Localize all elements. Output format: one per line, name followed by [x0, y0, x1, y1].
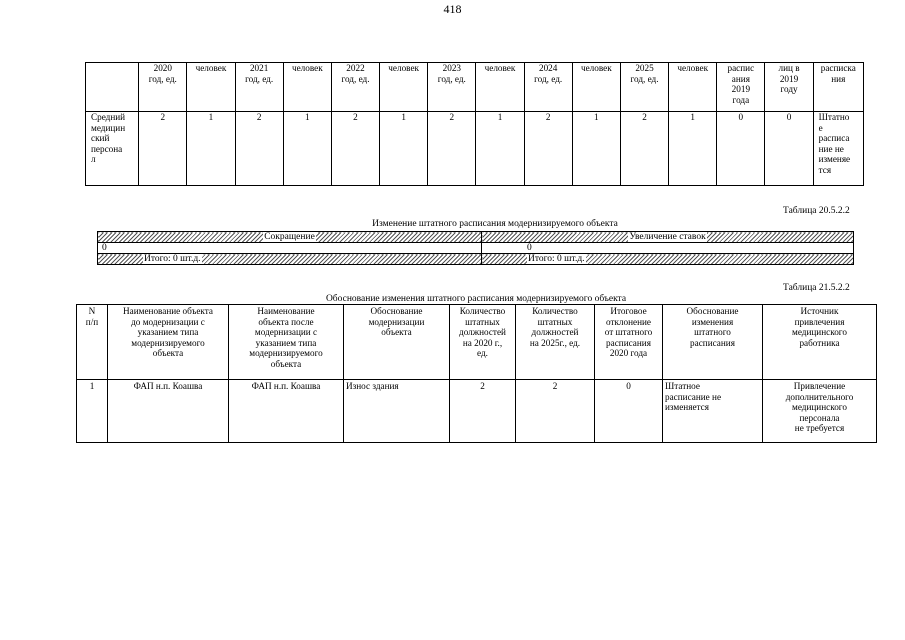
row-number: 1 [77, 380, 108, 443]
column-header: человек [476, 63, 524, 112]
column-header: Итоговое отклонение от штатного расписания 2020 года [595, 305, 663, 380]
column-header: человек [283, 63, 331, 112]
column-header: Обоснование модернизации объекта [344, 305, 450, 380]
column-header: N п/п [77, 305, 108, 380]
staffing-justification-table [76, 304, 877, 443]
count-2025: 2 [516, 380, 595, 443]
table-caption-number: Таблица 20.5.2.2 [783, 206, 850, 216]
table-cell: 0 [717, 112, 765, 186]
column-header: Наименование объекта до модернизации с указанием типа модернизируемого объекта [108, 305, 229, 380]
table-row [86, 112, 864, 186]
table-header-row [77, 305, 877, 380]
increase-header: Увеличение ставок [482, 232, 854, 243]
column-header: распиcка ния [813, 63, 863, 112]
table-title: Обоснование изменения штатного расписания модернизируемого объекта [325, 294, 627, 304]
table-cell: Штатно е расписа ние не изменяе тся [813, 112, 863, 186]
table-cell: 1 [572, 112, 620, 186]
column-header [86, 63, 139, 112]
table-cell: 0 [765, 112, 813, 186]
table-row [77, 380, 877, 443]
column-header: 2023 год, ед. [428, 63, 476, 112]
reduction-total: Итого: 0 шт.д. [98, 254, 482, 265]
table-cell: 1 [380, 112, 428, 186]
column-header: 2020 год, ед. [139, 63, 187, 112]
table-cell: 2 [428, 112, 476, 186]
table-total-row [98, 254, 854, 265]
staff-source: Привлечение дополнительного медицинского персонала не требуется [763, 380, 877, 443]
reduction-header: Сокращение [98, 232, 482, 243]
change-justification: Штатное расписание не изменяется [663, 380, 763, 443]
increase-total: Итого: 0 шт.д. [482, 254, 854, 265]
column-header: человек [187, 63, 235, 112]
column-header: Количество штатных должностей на 2025г., ед. [516, 305, 595, 380]
table-header-row [86, 63, 864, 112]
staffing-change-table [97, 231, 854, 265]
table-caption-number: Таблица 21.5.2.2 [783, 283, 850, 293]
reduction-value: 0 [98, 243, 482, 254]
table-header-row [98, 232, 854, 243]
table-cell: 1 [476, 112, 524, 186]
object-before: ФАП н.п. Коашва [108, 380, 229, 443]
column-header: 2022 год, ед. [331, 63, 379, 112]
table-cell: 1 [283, 112, 331, 186]
column-header: Наименование объекта после модернизации с указанием типа модернизируемого объекта [229, 305, 344, 380]
column-header: 2025 год, ед. [620, 63, 668, 112]
column-header: человек [380, 63, 428, 112]
count-2020: 2 [450, 380, 516, 443]
row-label: Средний медицин ский персона л [86, 112, 139, 186]
page-number: 418 [443, 2, 462, 16]
modernization-reason: Износ здания [344, 380, 450, 443]
column-header: распис ания 2019 года [717, 63, 765, 112]
column-header: Количество штатных должностей на 2020 г., ед. [450, 305, 516, 380]
deviation: 0 [595, 380, 663, 443]
object-after: ФАП н.п. Коашва [229, 380, 344, 443]
table-cell: 2 [139, 112, 187, 186]
column-header: 2021 год, ед. [235, 63, 283, 112]
table-cell: 1 [187, 112, 235, 186]
column-header: лиц в 2019 году [765, 63, 813, 112]
column-header: человек [669, 63, 717, 112]
table-title: Изменение штатного расписания модернизируемого объекта [372, 219, 618, 229]
increase-value: 0 [482, 243, 854, 254]
column-header: Обоснование изменения штатного расписания [663, 305, 763, 380]
staffing-forecast-table [85, 62, 864, 186]
table-cell: 2 [235, 112, 283, 186]
column-header: человек [572, 63, 620, 112]
table-cell: 2 [524, 112, 572, 186]
table-cell: 2 [331, 112, 379, 186]
column-header: Источник привлечения медицинского работника [763, 305, 877, 380]
table-row [98, 243, 854, 254]
table-cell: 2 [620, 112, 668, 186]
column-header: 2024 год, ед. [524, 63, 572, 112]
table-cell: 1 [669, 112, 717, 186]
